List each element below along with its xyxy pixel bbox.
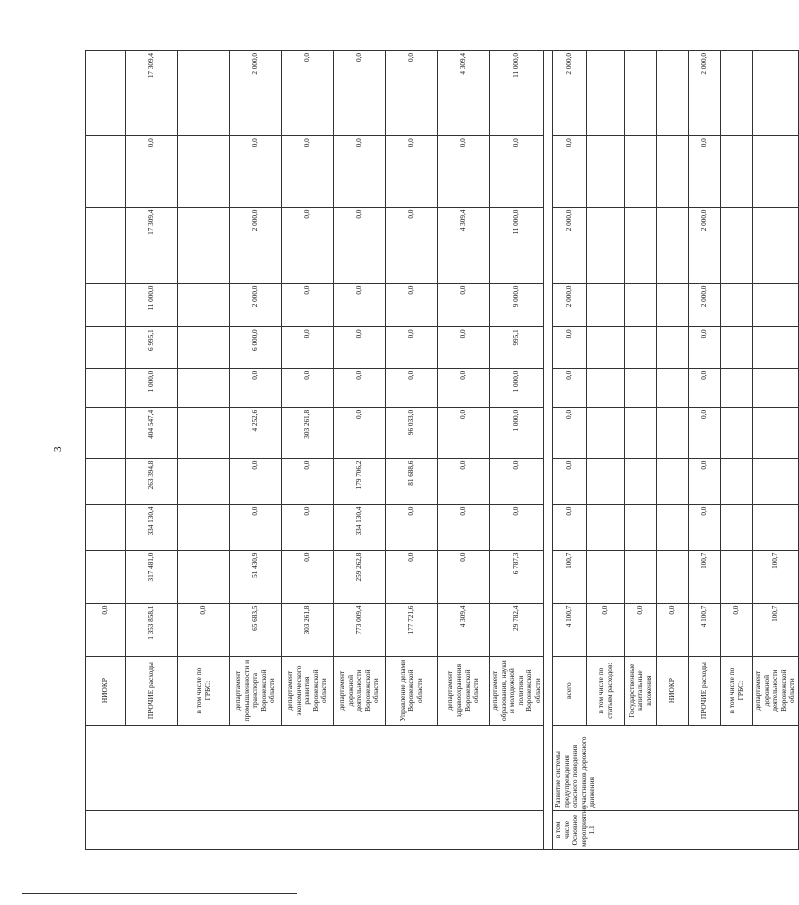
value-cell [587,504,625,550]
value-cell: 0,0 [282,51,334,136]
value-cell: 11 000,0 [490,51,544,136]
value-cell: 0,0 [553,407,587,458]
value-cell [753,207,799,283]
value-cell [625,327,657,368]
value-cell: 0,0 [721,603,753,656]
value-cell: 0,0 [282,368,334,407]
value-cell [657,407,689,458]
value-cell [753,407,799,458]
value-cell: 81 688,6 [386,458,438,504]
value-cell: 334 130,4 [126,504,178,550]
value-cell [587,407,625,458]
value-cell: 0,0 [553,136,587,207]
value-cell: 259 262,8 [334,550,386,603]
event-name: Развитие системы предупреждения опасного поведения участников дорожного движения [553,725,799,810]
value-cell [178,51,230,136]
value-cell [625,407,657,458]
value-cell: 0,0 [438,458,490,504]
value-cell: 100,7 [689,550,721,603]
value-cell: 4 309,4 [438,51,490,136]
value-cell: 0,0 [386,283,438,327]
value-cell: 177 721,6 [386,603,438,656]
row-label: департамент здравоохранения Воронежской области [438,656,490,725]
value-cell: 4 309,4 [438,207,490,283]
value-cell: 0,0 [126,136,178,207]
value-cell [178,327,230,368]
value-cell [625,504,657,550]
row-label: департамент дорожной деятельности Воронежской области [334,656,386,725]
row-label: НИОКР [86,656,126,725]
value-cell: 29 782,4 [490,603,544,656]
value-cell: 2 000,0 [553,283,587,327]
row-label: ПРОЧИЕ расходы [126,656,178,725]
value-cell: 6 787,3 [490,550,544,603]
value-cell [86,283,126,327]
value-cell: 0,0 [438,504,490,550]
value-cell: 4 252,6 [230,407,282,458]
value-cell: 1 000,0 [490,407,544,458]
value-cell [86,368,126,407]
value-cell: 0,0 [386,136,438,207]
row-label: в том числе по ГРБС: [721,656,753,725]
value-cell [86,407,126,458]
value-cell: 0,0 [282,458,334,504]
value-cell: 96 033,0 [386,407,438,458]
value-cell: 0,0 [689,407,721,458]
value-cell [587,458,625,504]
value-cell: 0,0 [438,550,490,603]
value-cell: 0,0 [438,407,490,458]
row-label: всего [553,656,587,725]
row-label: ПРОЧИЕ расходы [689,656,721,725]
value-cell [587,136,625,207]
value-cell [657,368,689,407]
value-cell: 0,0 [438,368,490,407]
value-cell [753,136,799,207]
value-cell: 0,0 [689,136,721,207]
value-cell: 0,0 [334,283,386,327]
value-cell [86,504,126,550]
value-cell [753,327,799,368]
value-cell: 303 261,8 [282,603,334,656]
row-label: департамент образования, науки и молодежной политики Воронежской области [490,656,544,725]
value-cell: 0,0 [553,458,587,504]
value-cell [721,458,753,504]
value-cell: 0,0 [689,368,721,407]
value-cell: 0,0 [587,603,625,656]
value-cell: 179 706,2 [334,458,386,504]
value-cell: 1 353 858,1 [126,603,178,656]
value-cell [657,504,689,550]
row-label: Управление делами Воронежской области [386,656,438,725]
value-cell: 0,0 [689,458,721,504]
value-cell: 0,0 [230,458,282,504]
value-cell: 0,0 [386,51,438,136]
value-cell: 0,0 [386,368,438,407]
value-cell: 0,0 [689,327,721,368]
value-cell [86,550,126,603]
value-cell: 0,0 [386,327,438,368]
value-cell: 0,0 [334,136,386,207]
value-cell: 2 000,0 [553,51,587,136]
value-cell: 0,0 [334,407,386,458]
value-cell: 0,0 [625,603,657,656]
value-cell [721,368,753,407]
value-cell [178,550,230,603]
value-cell: 2 000,0 [689,207,721,283]
value-cell: 2 000,0 [689,51,721,136]
value-cell [657,458,689,504]
value-cell: 0,0 [438,136,490,207]
value-cell: 0,0 [490,136,544,207]
section-label: в том числе [553,820,571,839]
value-cell: 0,0 [490,504,544,550]
value-cell: 6 995,1 [126,327,178,368]
value-cell [753,283,799,327]
value-cell: 0,0 [657,603,689,656]
value-cell [721,51,753,136]
table-row [553,51,587,850]
value-cell: 4 100,7 [553,603,587,656]
value-cell [178,283,230,327]
lower-table-body [553,51,799,850]
value-cell [721,327,753,368]
budget-table [85,50,799,850]
value-cell [657,550,689,603]
value-cell [625,458,657,504]
value-cell [178,458,230,504]
footer-rule [22,893,297,894]
value-cell [657,207,689,283]
value-cell [587,207,625,283]
value-cell: 0,0 [230,368,282,407]
row-label: департамент промышленности и транспорта Воронежской области [230,656,282,725]
row-label: в том числе по статьям расходов: [587,656,625,725]
value-cell [721,283,753,327]
value-cell: 2 000,0 [230,51,282,136]
row-label: департамент дорожной деятельности Воронежской области [753,656,799,725]
value-cell: 11 000,0 [126,283,178,327]
value-cell [753,368,799,407]
value-cell: 2 000,0 [230,207,282,283]
value-cell: 0,0 [334,207,386,283]
row-label: департамент экономического развития Воронежской области [282,656,334,725]
value-cell: 0,0 [689,504,721,550]
value-cell [721,136,753,207]
value-cell [721,207,753,283]
value-cell [86,136,126,207]
empty-cell [86,810,544,849]
table-separator [544,51,553,850]
value-cell [753,51,799,136]
value-cell: 334 130,4 [334,504,386,550]
value-cell: 9 000,0 [490,283,544,327]
value-cell: 303 261,8 [282,407,334,458]
value-cell: 0,0 [553,327,587,368]
value-cell [587,550,625,603]
value-cell [178,136,230,207]
event-type: Основное мероприятие 1.1 [570,806,597,847]
value-cell: 0,0 [490,458,544,504]
value-cell: 100,7 [753,603,799,656]
value-cell: 0,0 [86,603,126,656]
value-cell: 51 430,9 [230,550,282,603]
value-cell [178,504,230,550]
value-cell [178,407,230,458]
value-cell: 4 309,4 [438,603,490,656]
value-cell: 0,0 [386,504,438,550]
value-cell [657,327,689,368]
value-cell [587,51,625,136]
value-cell [86,327,126,368]
value-cell: 995,1 [490,327,544,368]
value-cell: 17 309,4 [126,207,178,283]
value-cell: 0,0 [282,504,334,550]
value-cell: 0,0 [386,207,438,283]
value-cell: 100,7 [553,550,587,603]
value-cell: 100,7 [753,550,799,603]
value-cell: 317 481,0 [126,550,178,603]
value-cell: 0,0 [282,207,334,283]
value-cell [721,550,753,603]
value-cell: 0,0 [438,327,490,368]
value-cell: 4 100,7 [689,603,721,656]
value-cell: 0,0 [282,550,334,603]
value-cell [753,458,799,504]
value-cell [753,504,799,550]
value-cell [721,407,753,458]
value-cell: 2 000,0 [689,283,721,327]
value-cell [625,51,657,136]
table-row [86,51,126,850]
value-cell: 0,0 [230,504,282,550]
event-type-cell [553,806,799,849]
value-cell: 263 394,8 [126,458,178,504]
value-cell [721,504,753,550]
value-cell: 2 000,0 [230,283,282,327]
value-cell: 0,0 [334,51,386,136]
value-cell: 0,0 [553,504,587,550]
empty-cell [86,725,544,810]
value-cell [86,207,126,283]
value-cell: 6 000,0 [230,327,282,368]
value-cell: 0,0 [282,283,334,327]
value-cell [587,283,625,327]
value-cell [625,550,657,603]
value-cell: 2 000,0 [553,207,587,283]
value-cell [86,458,126,504]
value-cell [657,136,689,207]
value-cell: 65 683,5 [230,603,282,656]
value-cell [625,207,657,283]
page-number: 3 [52,446,64,452]
row-label: Государственные капитальные вложения [625,656,657,725]
value-cell [86,51,126,136]
value-cell: 1 000,0 [126,368,178,407]
value-cell [178,368,230,407]
value-cell: 0,0 [438,283,490,327]
value-cell [587,327,625,368]
value-cell [625,283,657,327]
budget-table-container [85,50,797,850]
value-cell: 0,0 [282,327,334,368]
value-cell: 0,0 [334,368,386,407]
value-cell: 0,0 [553,368,587,407]
value-cell: 11 000,0 [490,207,544,283]
value-cell: 17 309,4 [126,51,178,136]
value-cell [625,368,657,407]
value-cell [657,283,689,327]
value-cell: 0,0 [178,603,230,656]
value-cell [657,51,689,136]
value-cell [587,368,625,407]
row-label: в том числе по ГРБС: [178,656,230,725]
value-cell: 404 547,4 [126,407,178,458]
upper-table-body [86,51,544,850]
value-cell: 773 009,4 [334,603,386,656]
value-cell: 0,0 [386,550,438,603]
value-cell: 0,0 [282,136,334,207]
row-label: НИОКР [657,656,689,725]
value-cell: 0,0 [334,327,386,368]
value-cell [625,136,657,207]
value-cell: 0,0 [230,136,282,207]
value-cell [178,207,230,283]
value-cell: 1 000,0 [490,368,544,407]
